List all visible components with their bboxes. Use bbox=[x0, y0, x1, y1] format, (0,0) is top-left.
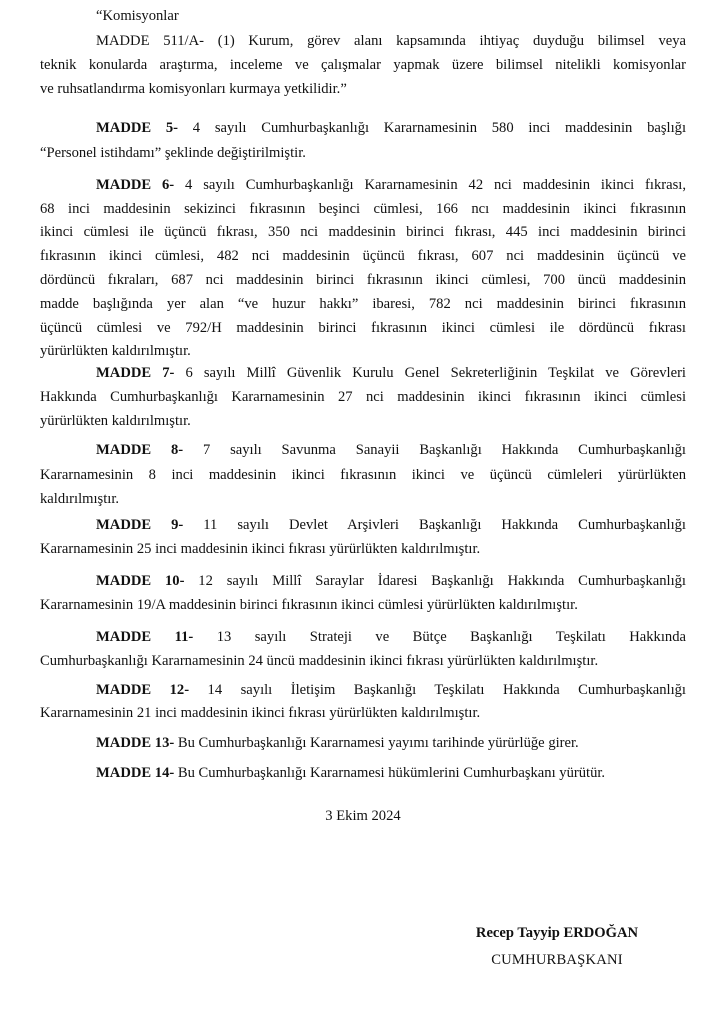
text-line bbox=[40, 294, 686, 314]
text-line bbox=[96, 571, 686, 591]
text-line bbox=[40, 222, 686, 242]
article-text: ve ruhsatlandırma komisyonları kurmaya yetkilidir.” bbox=[40, 81, 347, 97]
text-line bbox=[40, 595, 686, 615]
text-line bbox=[40, 199, 686, 219]
article-number: MADDE 7- bbox=[96, 365, 175, 381]
text-line bbox=[40, 270, 686, 290]
text-line bbox=[96, 680, 686, 700]
text-line bbox=[40, 318, 686, 338]
article-text: ikinci cümlesi ile üçüncü fıkrası, 350 nci maddesinin birinci fıkrası, 445 inci maddesinin birinci bbox=[40, 224, 686, 240]
article-text: 6 sayılı Millî Güvenlik Kurulu Genel Sekreterliğinin Teşkilat ve Görevleri bbox=[174, 365, 686, 381]
article-text: Kararnamesinin 25 inci maddesinin ikinci fıkrası yürürlükten kaldırılmıştır. bbox=[40, 541, 481, 557]
article-number: MADDE 8- bbox=[96, 442, 184, 458]
article-text: üçüncü cümlesi ve 792/H maddesinin birinci fıkrasının ikinci cümlesi ile dördüncü fıkrası bbox=[40, 320, 686, 336]
article-number: MADDE 5- bbox=[96, 120, 179, 136]
article-text: 12 sayılı Millî Saraylar İdaresi Başkanlığı Hakkında Cumhurbaşkanlığı bbox=[184, 573, 686, 589]
article-text: “Personel istihdamı” şeklinde değiştirilmiştir. bbox=[40, 145, 306, 161]
text-line bbox=[40, 703, 686, 723]
article-number: MADDE 6- bbox=[96, 177, 175, 193]
article-number: MADDE 11- bbox=[96, 629, 194, 645]
article-text: 14 sayılı İletişim Başkanlığı Teşkilatı Hakkında Cumhurbaşkanlığı bbox=[189, 682, 686, 698]
text-line bbox=[96, 363, 686, 383]
article-text: kaldırılmıştır. bbox=[40, 491, 120, 507]
signatory-title: CUMHURBAŞKANI bbox=[491, 952, 623, 968]
text-line bbox=[96, 175, 686, 195]
article-text: Kararnamesinin 8 inci maddesinin ikinci fıkrasının ikinci ve üçüncü cümleleri yürürlükten bbox=[40, 467, 686, 483]
text-line bbox=[96, 733, 686, 753]
text-line bbox=[40, 465, 686, 485]
text-line bbox=[40, 651, 686, 671]
article-text: teknik konularda araştırma, inceleme ve çalışmalar yapmak üzere bilimsel nitelikli komisyonlar bbox=[40, 57, 686, 73]
text-line bbox=[96, 763, 686, 783]
article-number: MADDE 10- bbox=[96, 573, 185, 589]
article-text: Kararnamesinin 21 inci maddesinin ikinci fıkrası yürürlükten kaldırılmıştır. bbox=[40, 705, 481, 721]
article-number: MADDE 14- bbox=[96, 765, 175, 781]
article-text: 68 inci maddesinin sekizinci fıkrasının beşinci cümlesi, 166 ncı maddesinin ikinci fıkrasının bbox=[40, 201, 686, 217]
text-line bbox=[40, 539, 686, 559]
text-line bbox=[96, 515, 686, 535]
text-line bbox=[96, 118, 686, 138]
article-text: Bu Cumhurbaşkanlığı Kararnamesi hükümlerini Cumhurbaşkanı yürütür. bbox=[174, 765, 606, 781]
article-text: yürürlükten kaldırılmıştır. bbox=[40, 413, 191, 429]
article-text: 13 sayılı Strateji ve Bütçe Başkanlığı Teşkilatı Hakkında bbox=[193, 629, 686, 645]
article-text: fıkrasının ikinci cümlesi, 482 nci maddesinin üçüncü fıkrası, 607 nci maddesinin üçüncü ve bbox=[40, 248, 686, 264]
article-text: 4 sayılı Cumhurbaşkanlığı Kararnamesinin 580 inci maddesinin başlığı bbox=[178, 120, 687, 136]
text-line bbox=[40, 246, 686, 266]
text-line bbox=[40, 489, 686, 509]
text-line bbox=[40, 55, 686, 75]
signatory-name: Recep Tayyip ERDOĞAN bbox=[475, 925, 639, 941]
text-line bbox=[96, 31, 686, 51]
text-line bbox=[40, 341, 686, 361]
article-text: yürürlükten kaldırılmıştır. bbox=[40, 343, 191, 359]
text-line bbox=[40, 387, 686, 407]
text-line bbox=[96, 627, 686, 647]
text-line bbox=[40, 79, 686, 99]
article-number: MADDE 9- bbox=[96, 517, 184, 533]
article-text: “Komisyonlar bbox=[96, 8, 179, 24]
article-text: madde başlığında yer alan “ve huzur hakkı” ibaresi, 782 nci maddesinin birinci fıkrasının bbox=[40, 296, 686, 312]
article-text: Kararnamesinin 19/A maddesinin birinci fıkrasının ikinci cümlesi yürürlükten kaldırılmıştır. bbox=[40, 597, 578, 613]
article-text: Bu Cumhurbaşkanlığı Kararnamesi yayımı tarihinde yürürlüğe girer. bbox=[174, 735, 579, 751]
article-text: MADDE 511/A- (1) Kurum, görev alanı kapsamında ihtiyaç duyduğu bilimsel veya bbox=[96, 33, 686, 49]
article-number: MADDE 12- bbox=[96, 682, 190, 698]
text-line bbox=[96, 6, 686, 26]
article-text: Hakkında Cumhurbaşkanlığı Kararnamesinin 27 nci maddesinin ikinci fıkrasının ikinci cümlesi bbox=[40, 389, 686, 405]
article-text: dördüncü fıkraları, 687 nci maddesinin birinci fıkrasının ikinci cümlesi, 700 üncü maddesinin bbox=[40, 272, 686, 288]
article-text: 7 sayılı Savunma Sanayii Başkanlığı Hakkında Cumhurbaşkanlığı bbox=[183, 442, 686, 458]
article-text: 4 sayılı Cumhurbaşkanlığı Kararnamesinin 42 nci maddesinin ikinci fıkrası, bbox=[174, 177, 686, 193]
text-line bbox=[40, 411, 686, 431]
article-number: MADDE 13- bbox=[96, 735, 175, 751]
article-text: Cumhurbaşkanlığı Kararnamesinin 24 üncü maddesinin ikinci fıkrası yürürlükten kaldırılmıştır. bbox=[40, 653, 599, 669]
article-text: 11 sayılı Devlet Arşivleri Başkanlığı Hakkında Cumhurbaşkanlığı bbox=[183, 517, 686, 533]
text-line bbox=[96, 440, 686, 460]
decree-date: 3 Ekim 2024 bbox=[325, 808, 401, 824]
text-line bbox=[40, 143, 686, 163]
